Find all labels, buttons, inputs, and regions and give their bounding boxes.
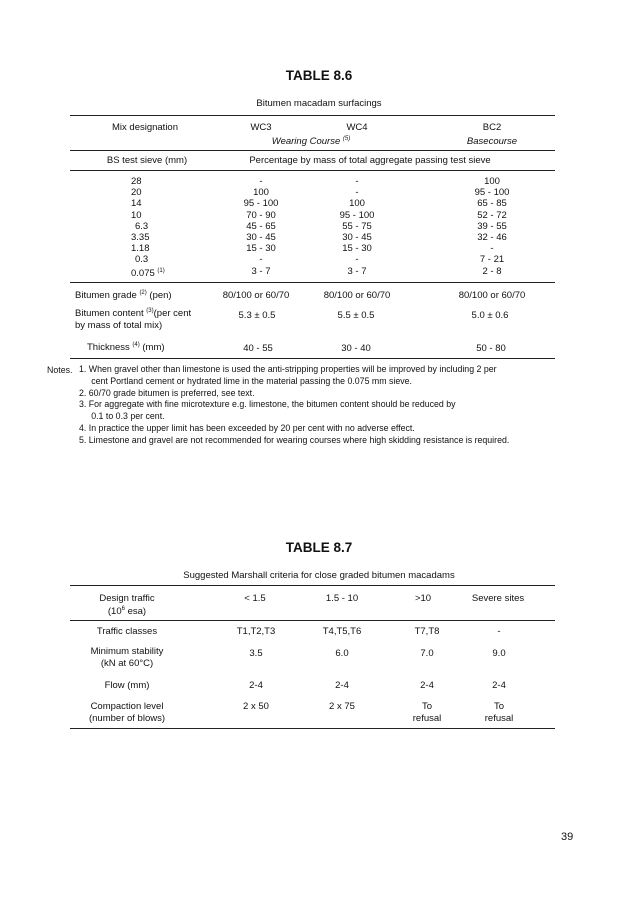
stability-value-3: 7.0: [420, 648, 434, 659]
wc4-value: 15 - 30: [342, 243, 372, 255]
content-value-wc3: 5.3 ± 0.5: [238, 310, 276, 321]
wc4-value: -: [355, 254, 359, 266]
rule-after-header: [70, 150, 555, 151]
flow-value-3: 2-4: [420, 680, 434, 691]
basecourse-label: Basecourse: [466, 136, 518, 147]
note-line: cent Portland cement or hydrated lime in the material passing the 0.075 mm sieve.: [79, 375, 412, 386]
table-8-7-bottom-rule: [70, 728, 555, 729]
traffic-col-4: Severe sites: [471, 593, 525, 604]
thickness-value-wc3: 40 - 55: [243, 343, 273, 354]
table-8-7-subtitle: Suggested Marshall criteria for close graded bitumen macadams: [183, 570, 455, 581]
thickness-value-bc2: 50 - 80: [476, 343, 506, 354]
col-header-bc2: BC2: [482, 122, 502, 133]
bc2-value: 39 - 55: [477, 220, 507, 232]
wc4-value: 30 - 45: [342, 232, 372, 244]
bc2-value: 100: [484, 176, 500, 187]
content-value-bc2: 5.0 ± 0.6: [471, 310, 509, 321]
bc2-value: -: [490, 243, 494, 255]
table-8-6-bottom-rule: [70, 358, 555, 359]
sieve-sizes-column: [117, 176, 165, 279]
compaction-value-3b: refusal: [412, 713, 442, 724]
bitumen-grade-label: Bitumen grade $^{(2)}$ (pen): [75, 290, 172, 302]
compaction-value-2: 2 x 75: [329, 701, 355, 712]
table-8-6-top-rule: [70, 115, 555, 116]
design-traffic-label: Design traffic: [99, 593, 155, 604]
note-line: 2. 60/70 grade bitumen is preferred, see text.: [79, 387, 255, 398]
table-8-7-title: TABLE 8.7: [285, 540, 353, 555]
grade-value-bc2: 80/100 or 60/70: [458, 290, 526, 301]
compaction-value-4b: refusal: [484, 713, 514, 724]
compaction-unit: (number of blows): [88, 713, 166, 724]
sieve-size: 10: [131, 209, 142, 221]
sieve-size: 3.35: [131, 232, 150, 244]
wc3-value: 70 - 90: [246, 209, 276, 221]
content-value-wc4: 5.5 ± 0.5: [337, 310, 375, 321]
page-number: 39: [561, 831, 574, 843]
col-header-wc3: WC3: [250, 122, 272, 133]
bc2-gradation-column: [452, 176, 532, 277]
thickness-value-wc4: 30 - 40: [341, 343, 371, 354]
sieve-size: 1.18: [131, 243, 150, 255]
flow-label: Flow (mm): [104, 680, 150, 691]
flow-value-2: 2-4: [335, 680, 349, 691]
wc3-value: 100: [253, 187, 269, 199]
grade-value-wc4: 80/100 or 60/70: [323, 290, 391, 301]
bc2-value: 52 - 72: [477, 209, 507, 221]
mix-designation-label: Mix designation: [111, 122, 179, 133]
wc4-value: -: [355, 187, 359, 199]
table-8-6-title: TABLE 8.6: [285, 68, 353, 83]
rule-after-sieve-header: [70, 170, 555, 171]
wc3-value: 45 - 65: [246, 220, 276, 232]
sieve-size: 28: [131, 176, 142, 187]
bc2-value: 2 - 8: [482, 265, 502, 277]
grade-value-wc3: 80/100 or 60/70: [222, 290, 290, 301]
note-line: 5. Limestone and gravel are not recommended for wearing courses where high skidding resistance is required.: [79, 434, 510, 445]
flow-value-1: 2-4: [249, 680, 263, 691]
sieve-size: 0.3: [135, 254, 149, 266]
wc4-value: -: [355, 176, 359, 187]
compaction-value-1: 2 x 50: [243, 701, 269, 712]
note-line: 4. In practice the upper limit has been exceeded by 20 per cent with no adverse effect.: [79, 422, 415, 433]
bc2-value: 7 - 21: [479, 254, 505, 266]
notes-label: Notes.: [47, 365, 73, 375]
traffic-classes-label: Traffic classes: [96, 626, 158, 637]
sieve-size: 20: [131, 187, 142, 199]
bc2-value: 95 - 100: [474, 187, 510, 199]
flow-value-4: 2-4: [492, 680, 506, 691]
bc2-value: 32 - 46: [477, 232, 507, 244]
bitumen-content-label-2: by mass of total mix): [75, 320, 163, 331]
stability-unit: (kN at 60°C): [100, 658, 154, 669]
wc3-gradation-column: [221, 176, 301, 277]
note-line: 0.1 to 0.3 per cent.: [79, 411, 165, 422]
sieve-label: BS test sieve (mm): [106, 155, 188, 166]
wc3-value: 30 - 45: [246, 232, 276, 244]
wearing-course-label: Wearing Course $^{(5)}$: [271, 136, 351, 148]
notes-list: [79, 364, 509, 447]
traffic-col-1: < 1.5: [244, 593, 266, 604]
traffic-col-3: >10: [414, 593, 432, 604]
traffic-class-2: T4,T5,T6: [322, 626, 362, 637]
thickness-label: Thickness $^{(4)}$ (mm): [87, 342, 165, 354]
sieve-size: 14: [131, 198, 142, 210]
bitumen-content-label: Bitumen content $^{(3)}$(per cent: [75, 308, 192, 320]
wc3-value: -: [259, 176, 263, 187]
note-line: 3. For aggregate with fine microtexture e.g. limestone, the bitumen content should be reduced by: [79, 399, 456, 410]
rule-after-gradation: [70, 282, 555, 283]
stability-value-4: 9.0: [492, 648, 506, 659]
stability-value-2: 6.0: [335, 648, 349, 659]
sieve-caption: Percentage by mass of total aggregate passing test sieve: [249, 155, 491, 166]
wc4-value: 100: [349, 198, 365, 210]
compaction-value-3: To: [421, 701, 433, 712]
wc4-gradation-column: [317, 176, 397, 277]
table-8-6-subtitle: Bitumen macadam surfacings: [256, 98, 382, 109]
wc3-value: -: [259, 254, 263, 266]
compaction-label: Compaction level: [90, 701, 164, 712]
stability-label: Minimum stability: [90, 646, 164, 657]
wc3-value: 15 - 30: [246, 243, 276, 255]
note-line: 1. When gravel other than limestone is used the anti-stripping properties will be improved by including 2 per: [79, 364, 497, 374]
wc3-value: 3 - 7: [251, 265, 271, 277]
traffic-col-2: 1.5 - 10: [325, 593, 359, 604]
wc4-value: 55 - 75: [342, 220, 372, 232]
sieve-size-last: 0.075 $^{(1)}$: [131, 267, 165, 279]
traffic-class-4: -: [497, 626, 501, 637]
sieve-size: 6.3: [135, 220, 149, 232]
rule-after-traffic-header: [70, 620, 555, 621]
stability-value-1: 3.5: [249, 648, 263, 659]
table-8-7-top-rule: [70, 585, 555, 586]
bc2-value: 65 - 85: [477, 198, 507, 210]
wc3-value: 95 - 100: [243, 198, 279, 210]
wc4-value: 3 - 7: [347, 265, 367, 277]
compaction-value-4: To: [493, 701, 505, 712]
wc4-value: 95 - 100: [339, 209, 375, 221]
traffic-class-3: T7,T8: [414, 626, 440, 637]
design-traffic-unit: ($10^6$ esa): [107, 606, 147, 618]
col-header-wc4: WC4: [346, 122, 368, 133]
traffic-class-1: T1,T2,T3: [236, 626, 276, 637]
